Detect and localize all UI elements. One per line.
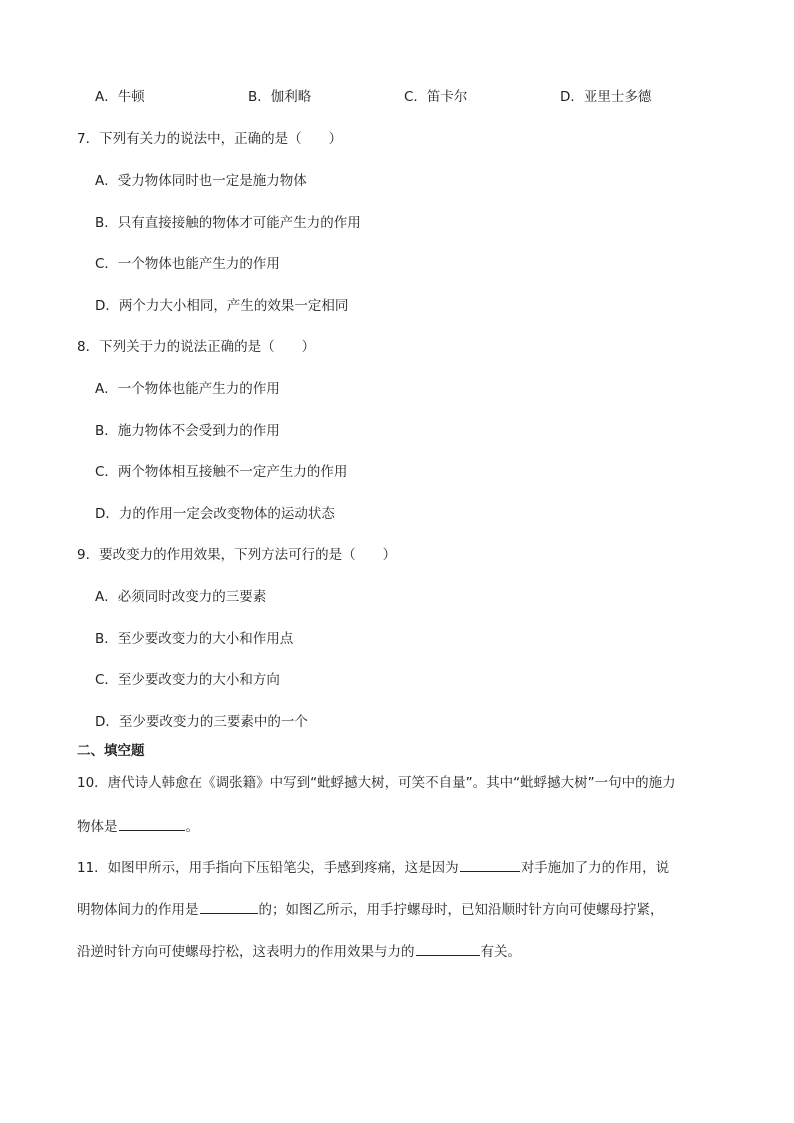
section-heading-fill-in: 二、填空题 bbox=[77, 743, 145, 759]
q6-options-row bbox=[0, 87, 794, 107]
q6-option-a: A．牛顿 bbox=[95, 89, 145, 105]
q7-stem: 7．下列有关力的说法中，正确的是（ ） bbox=[77, 131, 343, 147]
q6-option-d: D．亚里士多德 bbox=[560, 89, 652, 105]
q7-option-d: D．两个力大小相同，产生的效果一定相同 bbox=[95, 298, 349, 314]
q11-line1-suffix: 对手施加了力的作用，说 bbox=[520, 860, 670, 876]
q8-stem: 8．下列关于力的说法正确的是（ ） bbox=[77, 339, 316, 355]
q9-option-b: B．至少要改变力的大小和作用点 bbox=[95, 631, 294, 647]
q10-suffix: 。 bbox=[185, 819, 199, 835]
q11-line2-suffix: 的；如图乙所示，用手拧螺母时，已知沿顺时针方向可使螺母拧紧， bbox=[258, 902, 664, 918]
q9-option-c: C．至少要改变力的大小和方向 bbox=[95, 672, 280, 688]
q10-line-1: 10．唐代诗人韩愈在《调张籍》中写到“蚍蜉撼大树，可笑不自量”。其中“蚍蜉撼大树”一句中的施力 bbox=[77, 775, 676, 791]
q11-line-2 bbox=[77, 899, 664, 920]
q8-option-d: D．力的作用一定会改变物体的运动状态 bbox=[95, 506, 335, 522]
q11-answer-blank-1[interactable] bbox=[460, 857, 520, 872]
q11-line-3 bbox=[77, 941, 521, 962]
q11-line3-suffix: 有关。 bbox=[480, 944, 521, 960]
q6-option-c: C．笛卡尔 bbox=[404, 89, 468, 105]
q11-answer-blank-3[interactable] bbox=[416, 941, 480, 956]
q9-option-d: D．至少要改变力的三要素中的一个 bbox=[95, 714, 308, 730]
q8-option-b: B．施力物体不会受到力的作用 bbox=[95, 423, 280, 439]
q9-stem: 9．要改变力的作用效果，下列方法可行的是（ ） bbox=[77, 547, 397, 563]
q11-line2-prefix: 明物体间力的作用是 bbox=[77, 902, 199, 918]
q11-answer-blank-2[interactable] bbox=[200, 899, 258, 914]
q8-option-a: A．一个物体也能产生力的作用 bbox=[95, 381, 280, 397]
q9-option-a: A．必须同时改变力的三要素 bbox=[95, 589, 267, 605]
q7-option-b: B．只有直接接触的物体才可能产生力的作用 bbox=[95, 215, 361, 231]
q10-prefix: 物体是 bbox=[77, 819, 118, 835]
q6-option-b: B．伽利略 bbox=[248, 89, 312, 105]
q11-line1-prefix: 11．如图甲所示，用手指向下压铅笔尖，手感到疼痛，这是因为 bbox=[77, 860, 459, 876]
q11-line-1 bbox=[77, 857, 669, 878]
q10-line-2 bbox=[77, 816, 199, 837]
q7-option-a: A．受力物体同时也一定是施力物体 bbox=[95, 173, 307, 189]
q11-line3-prefix: 沿逆时针方向可使螺母拧松，这表明力的作用效果与力的 bbox=[77, 944, 415, 960]
q10-answer-blank[interactable] bbox=[119, 816, 185, 831]
q7-option-c: C．一个物体也能产生力的作用 bbox=[95, 256, 280, 272]
q8-option-c: C．两个物体相互接触不一定产生力的作用 bbox=[95, 464, 348, 480]
